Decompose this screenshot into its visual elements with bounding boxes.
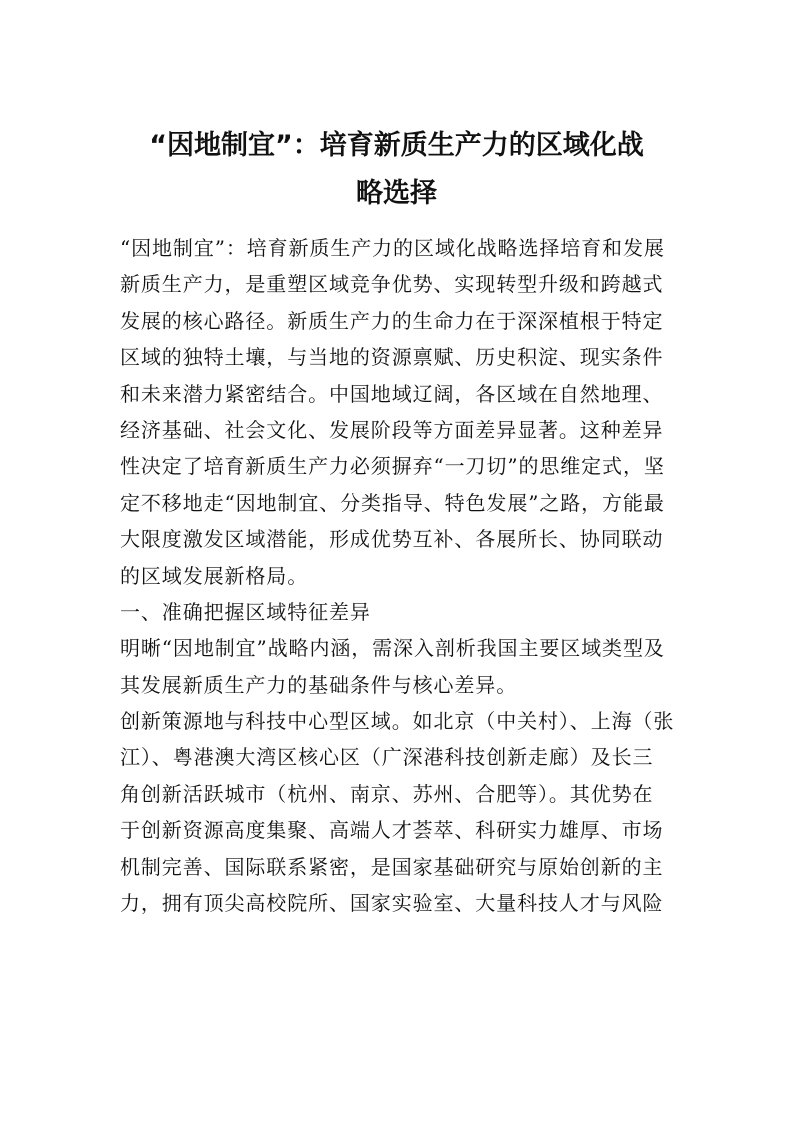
body-line: 和未来潜力紧密结合。中国地域辽阔，各区域在自然地理、 — [120, 381, 664, 406]
body-line: 发展的核心路径。新质生产力的生命力在于深深植根于特定 — [120, 308, 664, 333]
body-line: 力，拥有顶尖高校院所、国家实验室、大量科技人才与风险 — [120, 891, 664, 916]
body-line: “因地制宜”：培育新质生产力的区域化战略选择培育和发展 — [120, 236, 665, 260]
document-title-line-2: 略选择 — [356, 178, 437, 209]
body-line: 明晰“因地制宜”战略内涵，需深入剖析我国主要区域类型及 — [120, 636, 665, 661]
body-line: 区域的独特土壤，与当地的资源禀赋、历史积淀、现实条件 — [120, 345, 664, 370]
body-line: 性决定了培育新质生产力必须摒弃“一刀切”的思维定式，坚 — [120, 454, 665, 479]
body-line: 创新策源地与科技中心型区域。如北京（中关村）、上海（张 — [120, 709, 675, 734]
section-heading: 一、准确把握区域特征差异 — [120, 599, 371, 624]
body-line: 新质生产力，是重塑区域竞争优势、实现转型升级和跨越式 — [120, 272, 664, 297]
body-line: 定不移地走“因地制宜、分类指导、特色发展”之路，方能最 — [120, 490, 665, 515]
body-line: 的区域发展新格局。 — [120, 563, 309, 588]
body-line: 角创新活跃城市（杭州、南京、苏州、合肥等）。其优势在 — [120, 781, 654, 806]
body-line: 江）、粤港澳大湾区核心区（广深港科技创新走廊）及长三 — [120, 745, 654, 770]
body-line: 于创新资源高度集聚、高端人才荟萃、科研实力雄厚、市场 — [120, 818, 664, 843]
body-line: 经济基础、社会文化、发展阶段等方面差异显著。这种差异 — [120, 417, 664, 442]
document-title-line-1: “因地制宜”：培育新质生产力的区域化战 — [149, 130, 644, 161]
body-line: 其发展新质生产力的基础条件与核心差异。 — [120, 672, 518, 697]
body-line: 大限度激发区域潜能，形成优势互补、各展所长、协同联动 — [120, 527, 664, 552]
body-line: 机制完善、国际联系紧密，是国家基础研究与原始创新的主 — [120, 854, 664, 879]
document-body — [120, 230, 676, 921]
